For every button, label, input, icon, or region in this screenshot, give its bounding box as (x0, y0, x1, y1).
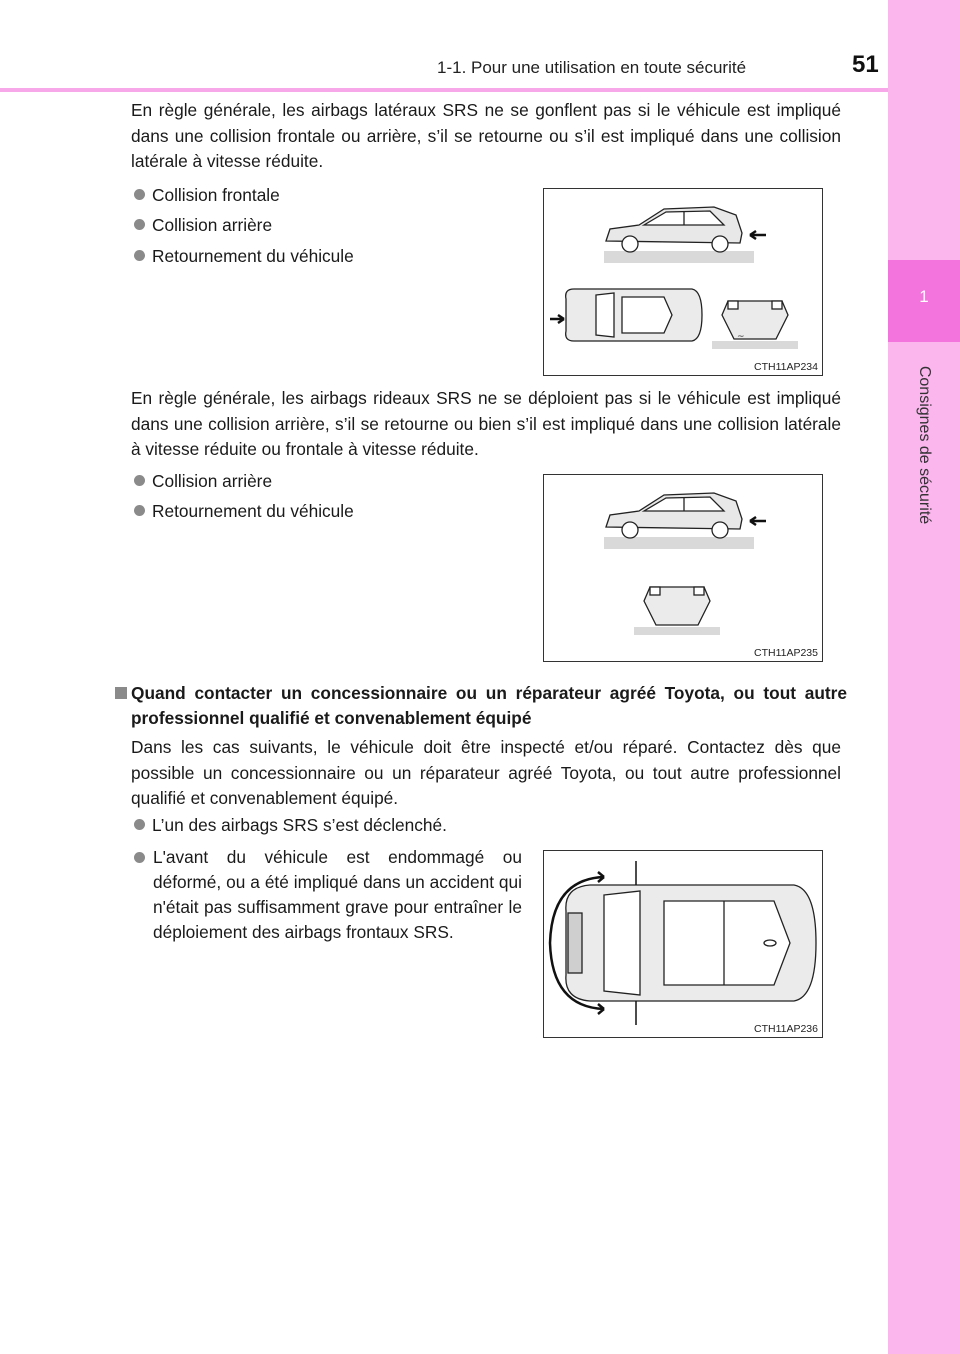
car-top-view-icon (566, 289, 702, 341)
figure-curtain-airbag-collisions (543, 474, 823, 662)
bullet-text: Collision arrière (152, 215, 273, 235)
chapter-side-tab (888, 0, 960, 1354)
bullet-text: Retournement du véhicule (152, 501, 354, 521)
section-square-icon (115, 687, 127, 699)
bullet-text: L’un des airbags SRS s’est déclenché. (152, 815, 447, 835)
section-title: 1-1. Pour une utilisation en toute sécurité (437, 58, 747, 77)
motion-scribble-icon: ~ (737, 332, 745, 342)
figure-front-damage (543, 850, 823, 1038)
list-item (134, 244, 354, 269)
car-collision-illustration (544, 475, 822, 661)
list-item (134, 213, 272, 238)
bullet-text: Collision frontale (152, 185, 280, 205)
bullet-text: Collision arrière (152, 471, 273, 491)
car-collision-illustration (544, 189, 822, 375)
chapter-label: Consignes de sécurité (916, 365, 933, 525)
list-item (134, 845, 522, 945)
list-item (134, 813, 447, 838)
list-item (134, 469, 272, 494)
car-side-view-icon (604, 493, 754, 549)
chapter-number: 1 (919, 287, 929, 306)
car-rollover-icon (712, 301, 798, 349)
figure-side-airbag-collisions (543, 188, 823, 376)
bullet-dot-icon (134, 819, 145, 830)
dealer-paragraph: Dans les cas suivants, le véhicule doit être inspecté et/ou réparé. Contactez dès que possible un concessionnaire ou un réparateur agréé Toyota, ou tout autre professionnel qualifié et convenablement équipé. (131, 737, 841, 808)
section-heading-text: Quand contacter un concessionnaire ou un réparateur agréé Toyota, ou tout autre professionnel qualifié et convenablement équipé (131, 683, 847, 728)
header-rule (0, 88, 888, 92)
figure-code: CTH11AP234 (753, 361, 818, 373)
impact-arrow-icon (750, 231, 766, 239)
bullet-dot-icon (134, 250, 145, 261)
page-number: 51 (852, 51, 879, 78)
figure-code: CTH11AP235 (753, 647, 818, 659)
bullet-dot-icon (134, 219, 145, 230)
car-side-view-icon (604, 207, 754, 263)
bullet-dot-icon (134, 475, 145, 486)
impact-arrow-icon (750, 517, 766, 525)
bullet-dot-icon (134, 852, 145, 863)
curtain-airbags-paragraph: En règle générale, les airbags rideaux SRS ne se déploient pas si le véhicule est impliqué dans une collision arrière, s’il se retourne ou bien s’il est impliqué dans une collision latérale à vitesse réduite ou frontale à vitesse réduite. (131, 388, 841, 459)
car-top-view-icon (566, 885, 816, 1001)
bullet-dot-icon (134, 505, 145, 516)
section-heading (113, 681, 847, 731)
list-item (134, 499, 354, 524)
bullet-dot-icon (134, 189, 145, 200)
impact-arrow-icon (550, 315, 564, 323)
car-rollover-icon (634, 587, 720, 635)
side-airbags-paragraph: En règle générale, les airbags latéraux SRS ne se gonflent pas si le véhicule est impliqué dans une collision frontale ou arrière, s’il se retourne ou s’il est impliqué dans une collision latérale à vitesse réduite. (131, 100, 841, 171)
car-front-damage-illustration (544, 851, 822, 1037)
bullet-text: L'avant du véhicule est endommagé ou déformé, ou a été impliqué dans un accident qui n'était pas suffisamment grave pour entraîner le déploiement des airbags frontaux SRS. (153, 847, 522, 942)
figure-code: CTH11AP236 (753, 1023, 818, 1035)
list-item (134, 183, 280, 208)
bullet-text: Retournement du véhicule (152, 246, 354, 266)
